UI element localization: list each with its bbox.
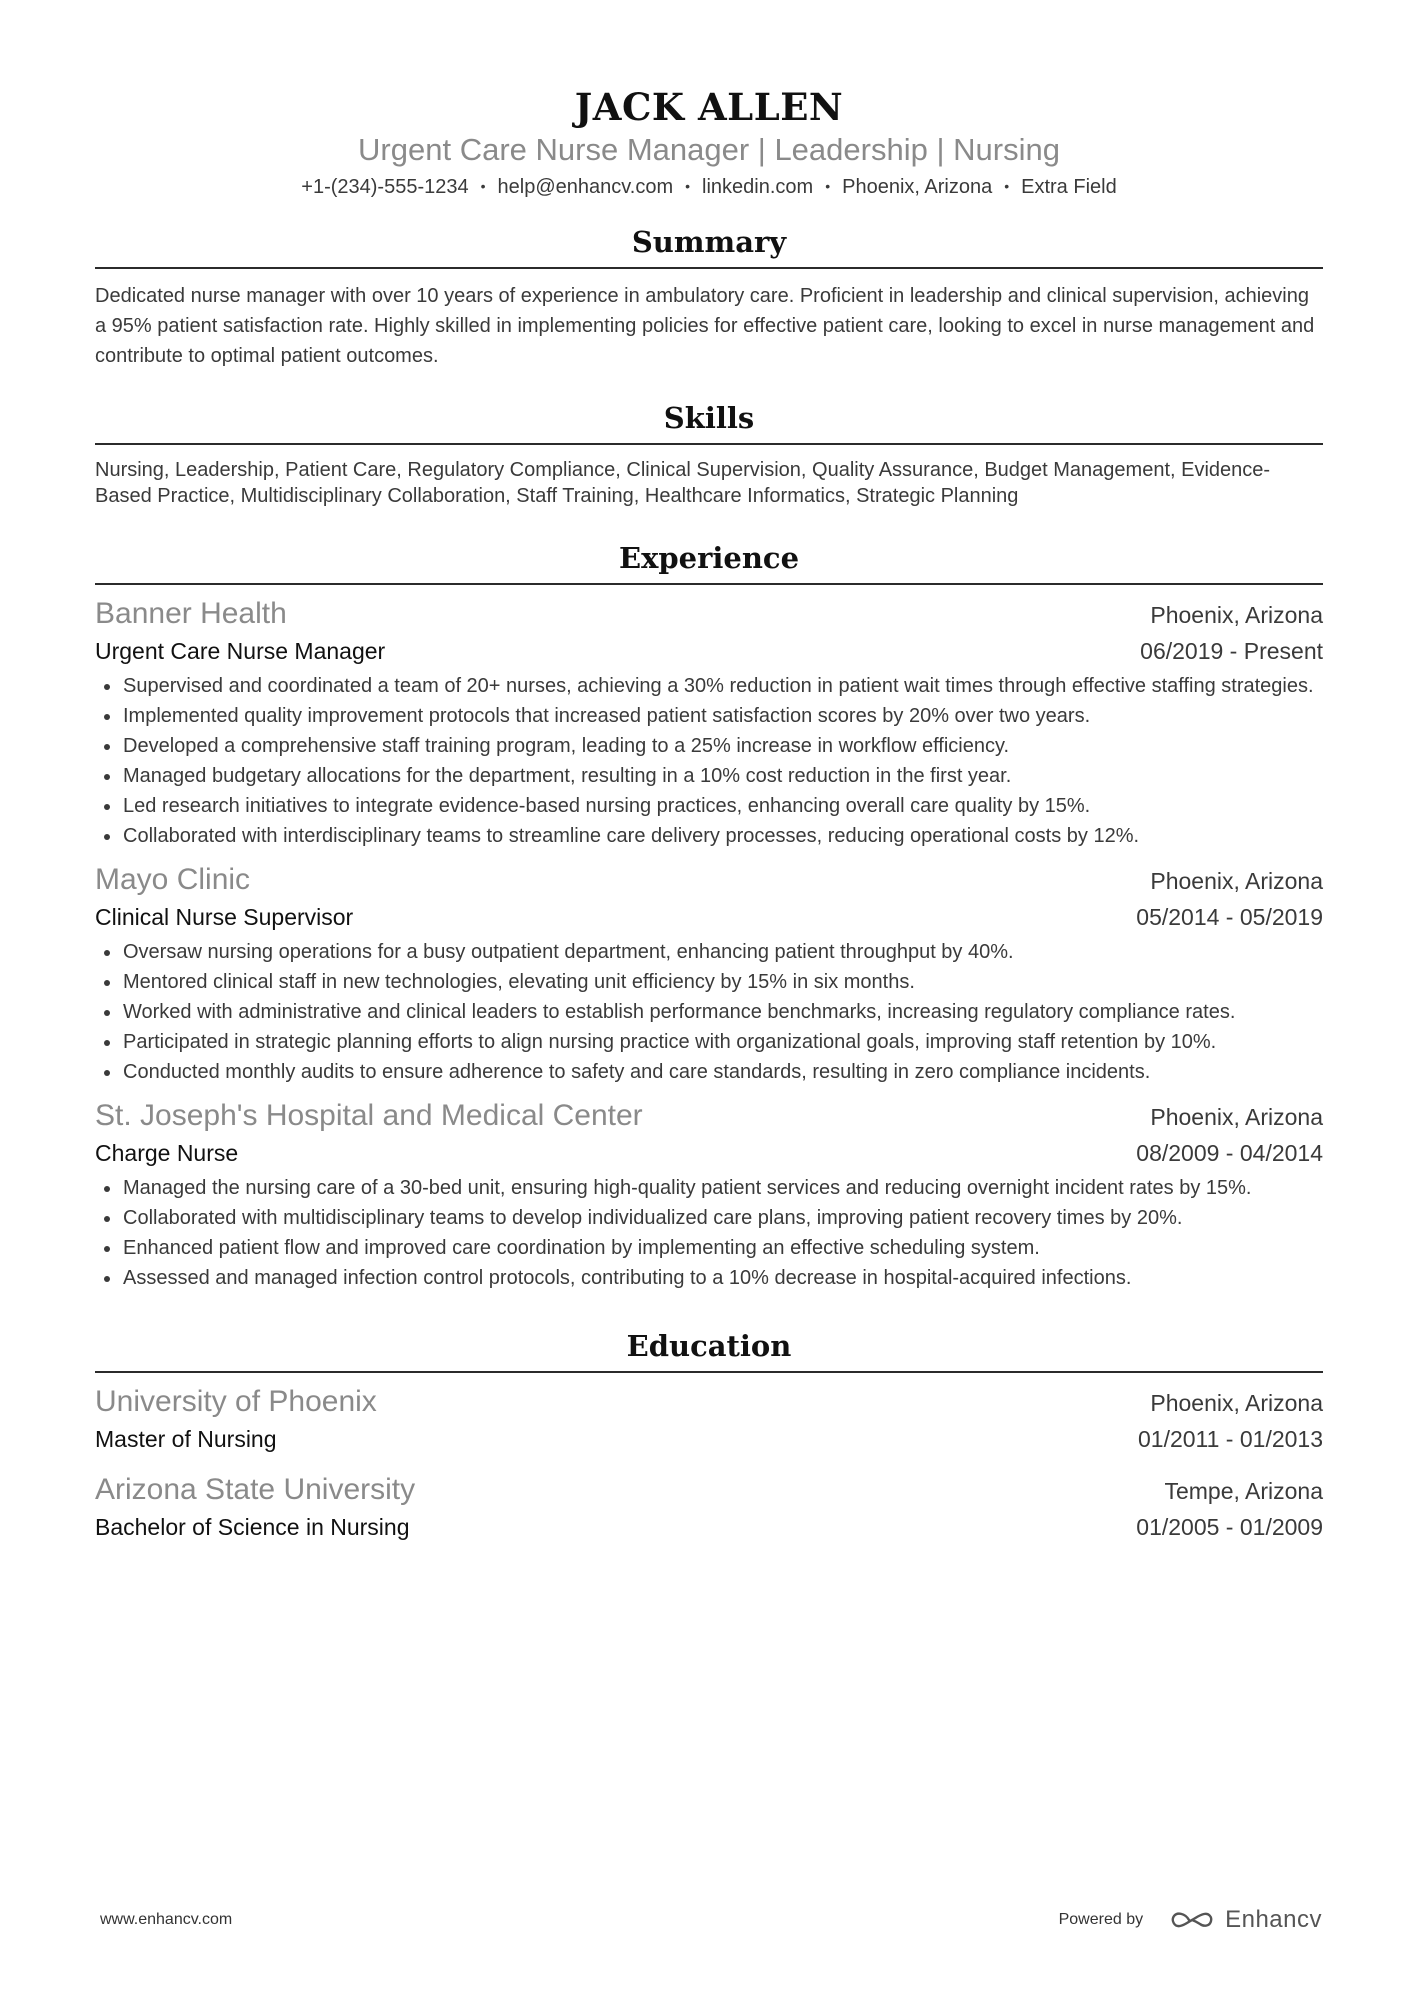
- entry-header-row: [95, 595, 1323, 633]
- entry-role-row: [95, 899, 1323, 935]
- achievement-item: Collaborated with interdisciplinary teams to streamline care delivery processes, reducing operational costs by 12%.: [95, 821, 1323, 851]
- employer-name: St. Joseph's Hospital and Medical Center: [95, 1099, 643, 1132]
- employer-name: Banner Health: [95, 597, 287, 630]
- contact-separator: •: [685, 178, 691, 194]
- section-title-experience: Experience: [95, 539, 1323, 585]
- summary-text: Dedicated nurse manager with over 10 years of experience in ambulatory care. Proficient in leadership and clinical supervision, achieving a 95% patient satisfaction rate. Highly skilled in implementing policies for effective patient care, looking to excel in nurse management and contribute to optimal patient outcomes.: [95, 285, 1315, 367]
- education-section: [95, 1327, 1323, 1545]
- school-location: Tempe, Arizona: [1164, 1478, 1323, 1504]
- employer-location: Phoenix, Arizona: [1150, 1104, 1323, 1130]
- school-location: Phoenix, Arizona: [1150, 1390, 1323, 1416]
- entry-role-row: [95, 1135, 1323, 1171]
- achievement-item: Implemented quality improvement protocols that increased patient satisfaction scores by 20% over two years.: [95, 701, 1323, 731]
- linkedin-link: linkedin.com: [702, 176, 814, 198]
- website-link[interactable]: www.enhancv.com: [100, 1911, 233, 1928]
- achievement-item: Developed a comprehensive staff training program, leading to a 25% increase in workflow efficiency.: [95, 731, 1323, 761]
- experience-entry: [95, 595, 1323, 851]
- phone-number: +1-(234)-555-1234: [301, 176, 469, 198]
- skills-section: [95, 399, 1323, 509]
- email-address: help@enhancv.com: [497, 176, 674, 198]
- entry-header-row: [95, 1383, 1323, 1421]
- education-entry: [95, 1471, 1323, 1545]
- education-dates: 01/2011 - 01/2013: [1137, 1426, 1323, 1452]
- achievement-list: [95, 671, 1323, 851]
- extra-field: Extra Field: [1021, 176, 1117, 198]
- achievement-item: Participated in strategic planning efforts to align nursing practice with organizational goals, improving staff retention by 10%.: [95, 1027, 1323, 1057]
- achievement-item: Oversaw nursing operations for a busy outpatient department, enhancing patient throughput by 40%.: [95, 937, 1323, 967]
- achievement-item: Worked with administrative and clinical leaders to establish performance benchmarks, increasing regulatory compliance rates.: [95, 997, 1323, 1027]
- page-footer: [100, 1906, 1322, 1934]
- summary-section: [95, 223, 1323, 371]
- achievement-item: Assessed and managed infection control protocols, contributing to a 10% decrease in hospital-acquired infections.: [95, 1263, 1323, 1293]
- achievement-item: Managed budgetary allocations for the department, resulting in a 10% cost reduction in the first year.: [95, 761, 1323, 791]
- achievement-list: [95, 1173, 1323, 1293]
- job-title: Urgent Care Nurse Manager: [95, 638, 386, 664]
- powered-by-label: Powered by: [1058, 1911, 1144, 1928]
- contact-separator: •: [1004, 178, 1010, 194]
- job-dates: 08/2009 - 04/2014: [1136, 1140, 1323, 1166]
- school-name: Arizona State University: [95, 1473, 416, 1506]
- brand-name: Enhancv: [1225, 1906, 1322, 1933]
- entry-degree-row: [95, 1509, 1323, 1545]
- job-dates: 06/2019 - Present: [1140, 638, 1323, 664]
- job-title: Clinical Nurse Supervisor: [95, 904, 354, 930]
- employer-location: Phoenix, Arizona: [1150, 602, 1323, 628]
- achievement-item: Enhanced patient flow and improved care coordination by implementing an effective scheduling system.: [95, 1233, 1323, 1263]
- experience-entry: [95, 1097, 1323, 1293]
- achievement-item: Conducted monthly audits to ensure adherence to safety and care standards, resulting in zero compliance incidents.: [95, 1057, 1323, 1087]
- education-entry: [95, 1383, 1323, 1457]
- entry-degree-row: [95, 1421, 1323, 1457]
- employer-name: Mayo Clinic: [95, 863, 251, 896]
- job-dates: 05/2014 - 05/2019: [1136, 904, 1323, 930]
- entry-header-row: [95, 1097, 1323, 1135]
- powered-by-block: [1059, 1906, 1322, 1934]
- resume-page: [95, 0, 1323, 1545]
- experience-section: [95, 539, 1323, 1293]
- entry-role-row: [95, 633, 1323, 669]
- job-title: Charge Nurse: [95, 1140, 239, 1166]
- candidate-name: JACK ALLEN: [574, 85, 844, 129]
- achievement-item: Led research initiatives to integrate evidence-based nursing practices, enhancing overall care quality by 15%.: [95, 791, 1323, 821]
- school-name: University of Phoenix: [95, 1385, 377, 1418]
- achievement-item: Mentored clinical staff in new technologies, elevating unit efficiency by 15% in six months.: [95, 967, 1323, 997]
- resume-header: [95, 0, 1323, 201]
- section-title-skills: Skills: [95, 399, 1323, 445]
- achievement-list: [95, 937, 1323, 1087]
- entry-header-row: [95, 1471, 1323, 1509]
- brand-logo[interactable]: [1169, 1906, 1322, 1934]
- contact-separator: •: [480, 178, 486, 194]
- enhancv-logo-icon: [1169, 1909, 1215, 1931]
- experience-entry: [95, 861, 1323, 1087]
- candidate-headline: Urgent Care Nurse Manager | Leadership | Nursing: [358, 132, 1060, 167]
- achievement-item: Supervised and coordinated a team of 20+ nurses, achieving a 30% reduction in patient wait times through effective staffing strategies.: [95, 671, 1323, 701]
- education-dates: 01/2005 - 01/2009: [1136, 1514, 1323, 1540]
- contact-location: Phoenix, Arizona: [842, 176, 993, 198]
- skills-text: Nursing, Leadership, Patient Care, Regulatory Compliance, Clinical Supervision, Quality Assurance, Budget Management, Evidence-Based Practice, Multidisciplinary Collaboration, Staff Training, Healthcare Informatics, Strategic Planning: [95, 459, 1271, 507]
- achievement-item: Collaborated with multidisciplinary teams to develop individualized care plans, improving patient recovery times by 20%.: [95, 1203, 1323, 1233]
- degree-name: Bachelor of Science in Nursing: [95, 1514, 410, 1540]
- entry-header-row: [95, 861, 1323, 899]
- section-title-summary: Summary: [95, 223, 1323, 269]
- employer-location: Phoenix, Arizona: [1150, 868, 1323, 894]
- achievement-item: Managed the nursing care of a 30-bed unit, ensuring high-quality patient services and reducing overnight incident rates by 15%.: [95, 1173, 1323, 1203]
- degree-name: Master of Nursing: [95, 1426, 277, 1452]
- contact-line: [95, 172, 1323, 201]
- contact-separator: •: [825, 178, 831, 194]
- section-title-education: Education: [95, 1327, 1323, 1373]
